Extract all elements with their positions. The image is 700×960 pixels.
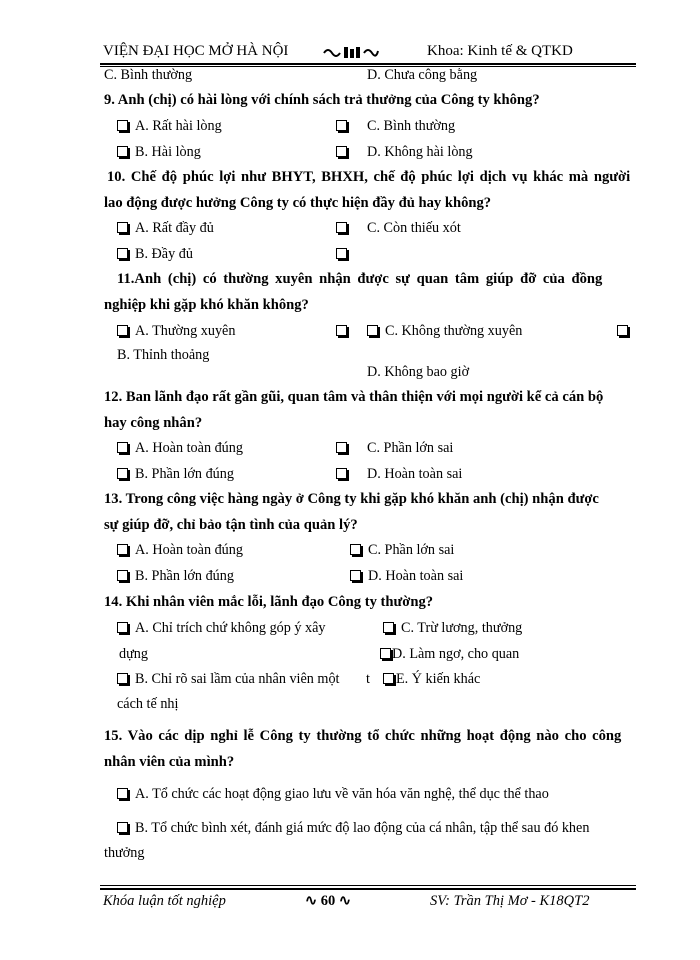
checkbox-icon[interactable] xyxy=(117,544,128,555)
checkbox-icon[interactable] xyxy=(117,146,128,157)
option-label: B. Đầy đủ xyxy=(135,246,193,262)
checkbox-icon[interactable] xyxy=(336,442,347,453)
checkbox-icon[interactable] xyxy=(380,648,391,659)
q9-option-d[interactable] xyxy=(336,144,473,161)
checkbox-icon[interactable] xyxy=(117,570,128,581)
footer-student: SV: Trần Thị Mơ - K18QT2 xyxy=(430,893,590,909)
option-label: C. Trừ lương, thưởng xyxy=(401,620,523,636)
option-label: D. Hoàn toàn sai xyxy=(367,466,463,482)
header-rule xyxy=(100,63,636,65)
q10-text-line1: 10. Chế độ phúc lợi như BHYT, BHXH, chế độ phúc lợi dịch vụ khác mà người xyxy=(107,169,631,185)
q14-option-c[interactable] xyxy=(383,620,522,637)
q15-option-b[interactable] xyxy=(117,820,589,837)
q11-box-extra[interactable] xyxy=(336,323,354,340)
footer-thesis: Khóa luận tốt nghiệp xyxy=(103,893,226,909)
q9-option-b[interactable] xyxy=(117,144,201,161)
q10-text-line2: lao động được hưởng Công ty có thực hiện đầy đủ hay không? xyxy=(104,195,492,211)
option-label: B. Hài lòng xyxy=(135,144,201,160)
option-label: C. Phần lớn sai xyxy=(368,542,455,558)
option-label: D. Làm ngơ, cho quan xyxy=(392,646,520,662)
q11-option-b: B. Thỉnh thoảng xyxy=(117,347,210,363)
checkbox-icon[interactable] xyxy=(117,673,128,684)
q13-option-b[interactable] xyxy=(117,568,234,585)
option-label: B. Chỉ rõ sai lầm của nhân viên một xyxy=(135,671,340,687)
q15-option-b-cont: thưởng xyxy=(104,845,145,861)
checkbox-icon[interactable] xyxy=(117,325,128,336)
checkbox-icon[interactable] xyxy=(117,222,128,233)
checkbox-icon[interactable] xyxy=(367,325,378,336)
q8-option-d: D. Chưa công bằng xyxy=(367,67,478,83)
q14-text: 14. Khi nhân viên mắc lỗi, lãnh đạo Công ty thường? xyxy=(104,594,434,610)
option-label: D. Không hài lòng xyxy=(367,144,473,160)
q10-option-c[interactable] xyxy=(336,220,461,237)
q12-option-b[interactable] xyxy=(117,466,234,483)
checkbox-icon[interactable] xyxy=(117,468,128,479)
left-ornament-icon: ∿ xyxy=(305,893,318,909)
option-label: D. Hoàn toàn sai xyxy=(368,568,464,584)
q14-option-e[interactable] xyxy=(383,671,480,688)
q13-option-a[interactable] xyxy=(117,542,243,559)
q11-text-line1: 11.Anh (chị) có thường xuyên nhận được sự quan tâm giúp đỡ của đồng xyxy=(117,271,603,287)
checkbox-icon[interactable] xyxy=(336,468,347,479)
q11-text-line2: nghiệp khi gặp khó khăn không? xyxy=(104,297,309,313)
q10-option-a[interactable] xyxy=(117,220,214,237)
checkbox-icon[interactable] xyxy=(350,570,361,581)
checkbox-icon[interactable] xyxy=(117,120,128,131)
option-label: A. Hoàn toàn đúng xyxy=(135,440,243,456)
option-label: A. Hoàn toàn đúng xyxy=(135,542,243,558)
q10-option-empty[interactable] xyxy=(336,246,354,263)
q14-option-b-cont: cách tế nhị xyxy=(117,696,179,712)
checkbox-icon[interactable] xyxy=(117,248,128,259)
q11-option-d: D. Không bao giờ xyxy=(367,364,470,380)
option-label: C. Còn thiếu xót xyxy=(367,220,461,236)
checkbox-icon[interactable] xyxy=(117,788,128,799)
right-ornament-icon: ∿ xyxy=(338,893,352,909)
q14-stray-char: t xyxy=(366,671,370,687)
q15-text-line2: nhân viên của mình? xyxy=(104,754,235,770)
checkbox-icon[interactable] xyxy=(383,673,394,684)
checkbox-icon[interactable] xyxy=(336,222,347,233)
q14-option-d[interactable] xyxy=(380,646,519,663)
q11-option-c[interactable] xyxy=(367,323,522,340)
option-label: E. Ý kiến khác xyxy=(396,671,481,687)
q13-text-line2: sự giúp đỡ, chỉ bảo tận tình của quản lý? xyxy=(104,517,358,533)
q13-option-d[interactable] xyxy=(350,568,463,585)
q12-option-a[interactable] xyxy=(117,440,243,457)
q9-option-c[interactable] xyxy=(336,118,455,135)
option-label: B. Phần lớn đúng xyxy=(135,568,234,584)
q14-option-a-cont: dựng xyxy=(119,646,148,662)
q14-option-a[interactable] xyxy=(117,620,326,637)
q12-option-d[interactable] xyxy=(336,466,462,483)
q12-text-line2: hay công nhân? xyxy=(104,415,203,431)
option-label: B. Phần lớn đúng xyxy=(135,466,234,482)
checkbox-icon[interactable] xyxy=(336,248,347,259)
q12-text-line1: 12. Ban lãnh đạo rất gần gũi, quan tâm và thân thiện với mọi người kể cả cán bộ xyxy=(104,389,604,405)
q13-option-c[interactable] xyxy=(350,542,454,559)
header-faculty: Khoa: Kinh tế & QTKD xyxy=(427,43,573,59)
checkbox-icon[interactable] xyxy=(336,325,347,336)
option-label: C. Không thường xuyên xyxy=(385,323,523,339)
checkbox-icon[interactable] xyxy=(117,442,128,453)
q13-text-line1: 13. Trong công việc hàng ngày ở Công ty khi gặp khó khăn anh (chị) nhận được xyxy=(104,491,599,507)
checkbox-icon[interactable] xyxy=(336,120,347,131)
q9-option-a[interactable] xyxy=(117,118,222,135)
q14-option-b[interactable] xyxy=(117,671,340,688)
q10-option-b[interactable] xyxy=(117,246,193,263)
option-label: C. Bình thường xyxy=(367,118,456,134)
checkbox-icon[interactable] xyxy=(383,622,394,633)
checkbox-icon[interactable] xyxy=(350,544,361,555)
q15-option-a[interactable] xyxy=(117,786,549,803)
option-label: A. Rất đầy đủ xyxy=(135,220,214,236)
checkbox-icon[interactable] xyxy=(617,325,628,336)
option-label: A. Thường xuyên xyxy=(135,323,236,339)
footer-rule-thin xyxy=(100,885,636,886)
option-label: B. Tổ chức bình xét, đánh giá mức độ lao động của cá nhân, tập thể sau đó khen xyxy=(135,820,590,836)
page-number: 60 xyxy=(320,893,336,909)
option-label: A. Rất hài lòng xyxy=(135,118,222,134)
q8-option-c: C. Bình thường xyxy=(104,67,193,83)
q11-box-far[interactable] xyxy=(617,323,635,340)
q12-option-c[interactable] xyxy=(336,440,453,457)
checkbox-icon[interactable] xyxy=(117,822,128,833)
checkbox-icon[interactable] xyxy=(117,622,128,633)
q9-text: 9. Anh (chị) có hài lòng với chính sách trả thưởng của Công ty không? xyxy=(104,92,540,108)
q15-text-line1: 15. Vào các dịp nghỉ lễ Công ty thường tổ chức những hoạt động nào cho công xyxy=(104,728,622,744)
footer-page xyxy=(305,893,351,910)
header-institution: VIỆN ĐẠI HỌC MỞ HÀ NỘI xyxy=(103,43,289,59)
option-label: A. Tổ chức các hoạt động giao lưu về văn hóa văn nghệ, thể dục thể thao xyxy=(135,786,549,802)
checkbox-icon[interactable] xyxy=(336,146,347,157)
header-ornament-icon xyxy=(322,43,380,60)
option-label: C. Phần lớn sai xyxy=(367,440,454,456)
q11-option-a[interactable] xyxy=(117,323,235,340)
footer-rule xyxy=(100,888,636,890)
option-label: A. Chỉ trích chứ không góp ý xây xyxy=(135,620,326,636)
